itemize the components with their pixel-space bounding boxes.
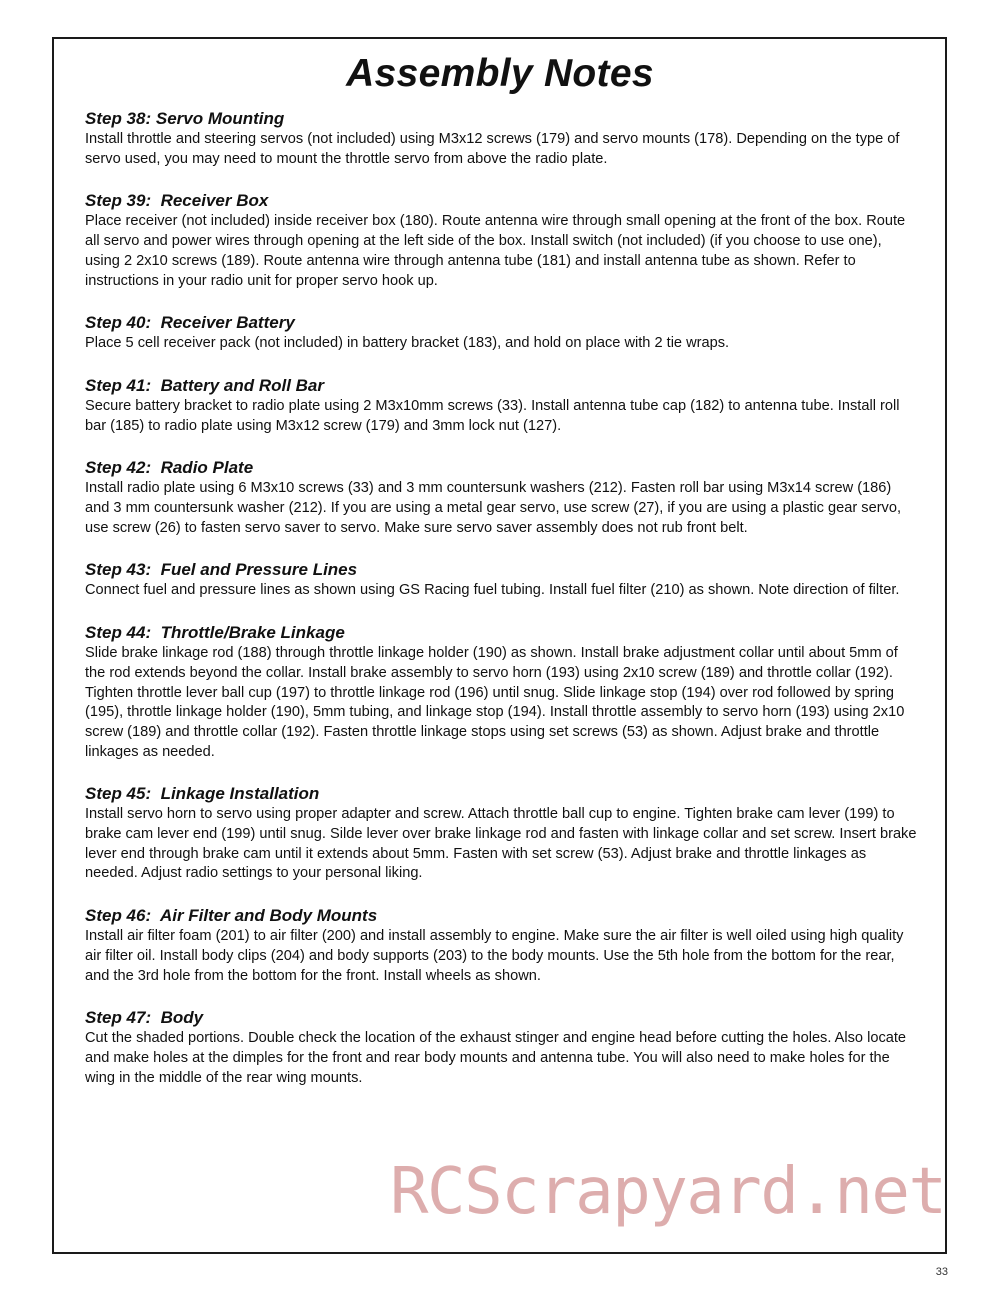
step-heading: Step 39: Receiver Box: [85, 191, 269, 211]
page-number: 33: [935, 1266, 948, 1278]
step-body: Cut the shaded portions. Double check the location of the exhaust stinger and engine head before cutting the holes. Also locate and make holes at the dimples for the front and rear body mounts and antenna tube. You will also need to make holes for the wing in the middle of the rear wing mounts.: [85, 1030, 907, 1086]
step-body: Place receiver (not included) inside receiver box (180). Route antenna wire through small opening at the front of the box. Route all servo and power wires through opening at the left side of the box. Install switch (not included) (if you choose to use one), using 2 2x10 screws (189). Route antenna wire through antenna tube (181) and install antenna tube as shown. Refer to instructions in your radio unit for proper servo hook up.: [85, 213, 906, 289]
assembly-steps: [85, 108, 917, 1109]
step-heading: Step 42: Radio Plate: [85, 458, 254, 478]
step-heading: Step 38: Servo Mounting: [85, 109, 285, 128]
step-heading: Step 41: Battery and Roll Bar: [85, 375, 325, 395]
step-body: Install servo horn to servo using proper adapter and screw. Attach throttle ball cup to engine. Tighten brake cam lever (199) to brake cam lever end (199) until snug. Silde lever over brake linkage rod and fasten with linkage collar and set screw. Insert brake lever end through brake cam until it extends about 5mm. Fasten with set screw (53). Adjust brake and throttle linkages as needed. Adjust radio settings to your personal liking.: [85, 806, 917, 882]
step-45: [85, 783, 917, 884]
step-body: Install air filter foam (201) to air filter (200) and install assembly to engine. Make sure the air filter is well oiled using high quality air filter oil. Install body clips (204) and body supports (203) to the body mounts. Use the 5th hole from the bottom for the rear, and the 3rd hole from the bottom for the front. Install wheels as shown.: [85, 928, 904, 984]
step-46: [85, 905, 917, 986]
step-body: Install radio plate using 6 M3x10 screws (33) and 3 mm countersunk washers (212). Fasten roll bar using M3x14 screw (186) and 3 mm countersunk washer (212). If you are using a metal gear servo, use screw (27), if you are using a plastic gear servo, use screw (26) to fasten servo saver to servo. Make sure servo saver assembly does not rub front belt.: [85, 480, 902, 536]
step-41: [85, 375, 917, 436]
step-body: Slide brake linkage rod (188) through throttle linkage holder (190) as shown. Install brake adjustment collar until about 5mm of the rod extends beyond the collar. Install brake assembly to servo horn (193) using 2x10 screw (189) and throttle collar (192). Tighten throttle lever ball cup (197) to throttle linkage rod (196) until snug. Slide linkage stop (194) over rod followed by spring (195), throttle linkage holder (190), 5mm tubing, and linkage stop (194). Install throttle assembly to servo horn (193) using 2x10 screw (189) and throttle collar (192). Fasten throttle linkage stops using set screws (53) as shown. Adjust brake and throttle linkages as needed.: [85, 645, 905, 760]
step-43: [85, 559, 917, 601]
step-body: Install throttle and steering servos (not included) using M3x12 screws (179) and servo mounts (178). Depending on the type of servo used, you may need to mount the throttle servo from above the radio plate.: [85, 131, 900, 167]
step-42: [85, 457, 917, 538]
step-heading: Step 43: Fuel and Pressure Lines: [85, 560, 358, 580]
step-heading: Step 44: Throttle/Brake Linkage: [85, 623, 345, 643]
step-body: Place 5 cell receiver pack (not included) in battery bracket (183), and hold on place with 2 tie wraps.: [85, 335, 730, 352]
step-heading: Step 40: Receiver Battery: [85, 313, 295, 333]
step-44: [85, 622, 917, 762]
page-title: Assembly Notes: [346, 52, 654, 95]
step-heading: Step 46: Air Filter and Body Mounts: [85, 906, 378, 926]
step-47: [85, 1007, 917, 1088]
step-body: Connect fuel and pressure lines as shown using GS Racing fuel tubing. Install fuel filter (210) as shown. Note direction of filter.: [85, 582, 900, 599]
step-40: [85, 312, 917, 354]
step-heading: Step 47: Body: [85, 1008, 204, 1028]
step-39: [85, 190, 917, 291]
watermark: RCScrapyard.net: [390, 1155, 946, 1229]
step-38: [85, 108, 917, 169]
step-heading: Step 45: Linkage Installation: [85, 784, 320, 804]
step-body: Secure battery bracket to radio plate using 2 M3x10mm screws (33). Install antenna tube cap (182) to antenna tube. Install roll bar (185) to radio plate using M3x12 screw (179) and 3mm lock nut (127).: [85, 397, 900, 434]
